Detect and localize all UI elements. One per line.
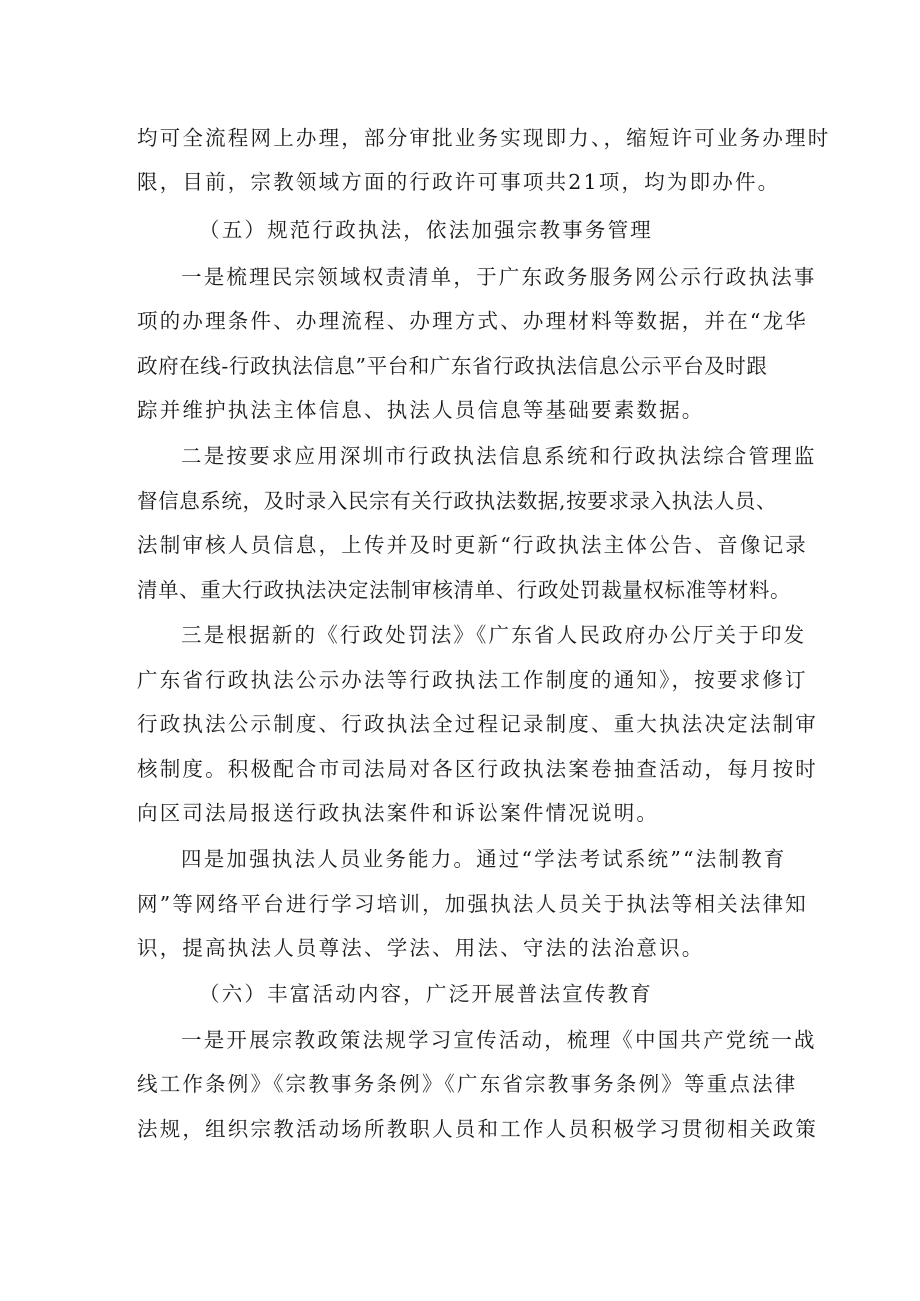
paragraph-line: 踪并维护执法主体信息、执法人员信息等基础要素数据。	[137, 398, 705, 422]
paragraph-line: 政府在线-行政执法信息”平台和广东省行政执法信息公示平台及时跟	[137, 354, 768, 378]
paragraph-line: 识，提高执法人员尊法、学法、用法、守法的法治意识。	[137, 936, 705, 960]
paragraph-line: 均可全流程网上办理，部分审批业务实现即力、，缩短许可业务办理时	[137, 126, 831, 150]
paragraph-line: 核制度。积极配合市司法局对各区行政执法案卷抽查活动，每月按时	[137, 757, 818, 781]
paragraph-line: 一是开展宗教政策法规学习宣传活动，梳理《中国共产党统一战	[181, 1028, 817, 1052]
paragraph-line: 行政执法公示制度、行政执法全过程记录制度、重大执法决定法制审	[137, 712, 818, 736]
section-heading: （五）规范行政执法，依法加强宗教事务管理	[199, 218, 653, 242]
paragraph-line: 网”等网络平台进行学习培训，加强执法人员关于执法等相关法律知	[137, 892, 808, 916]
paragraph-line: 清单、重大行政执法决定法制审核清单、行政处罚裁量权标准等材料。	[137, 578, 792, 602]
paragraph-line: 四是加强执法人员业务能力。通过“学法考试系统”“法制教育	[181, 847, 787, 871]
paragraph-line: 督信息系统，及时录入民宗有关行政执法数据,按要求录入执法人员、	[137, 489, 778, 513]
paragraph-line: 法制审核人员信息，上传并及时更新“行政执法主体公告、音像记录	[137, 533, 808, 557]
paragraph-line: 向区司法局报送行政执法案件和诉讼案件情况说明。	[137, 801, 660, 825]
paragraph-line: 三是根据新的《行政处罚法》《广东省人民政府办公厅关于印发	[181, 623, 807, 647]
paragraph-line: 一是梳理民宗领域权责清单，于广东政务服务网公示行政执法事	[181, 265, 817, 289]
section-heading: （六）丰富活动内容，广泛开展普法宣传教育	[199, 982, 653, 1006]
paragraph-line: 限，目前，宗教领域方面的行政许可事项共21项，均为即办件。	[137, 170, 781, 194]
paragraph-line: 项的办理条件、办理流程、办理方式、办理材料等数据，并在“龙华	[137, 309, 808, 333]
paragraph-line: 法规，组织宗教活动场所教职人员和工作人员积极学习贯彻相关政策	[137, 1117, 818, 1141]
paragraph-line: 广东省行政执法公示办法等行政执法工作制度的通知》，按要求修订	[137, 668, 808, 692]
paragraph-line: 线工作条例》《宗教事务条例》《广东省宗教事务条例》等重点法律	[137, 1072, 798, 1096]
paragraph-line: 二是按要求应用深圳市行政执法信息系统和行政执法综合管理监	[181, 444, 817, 468]
